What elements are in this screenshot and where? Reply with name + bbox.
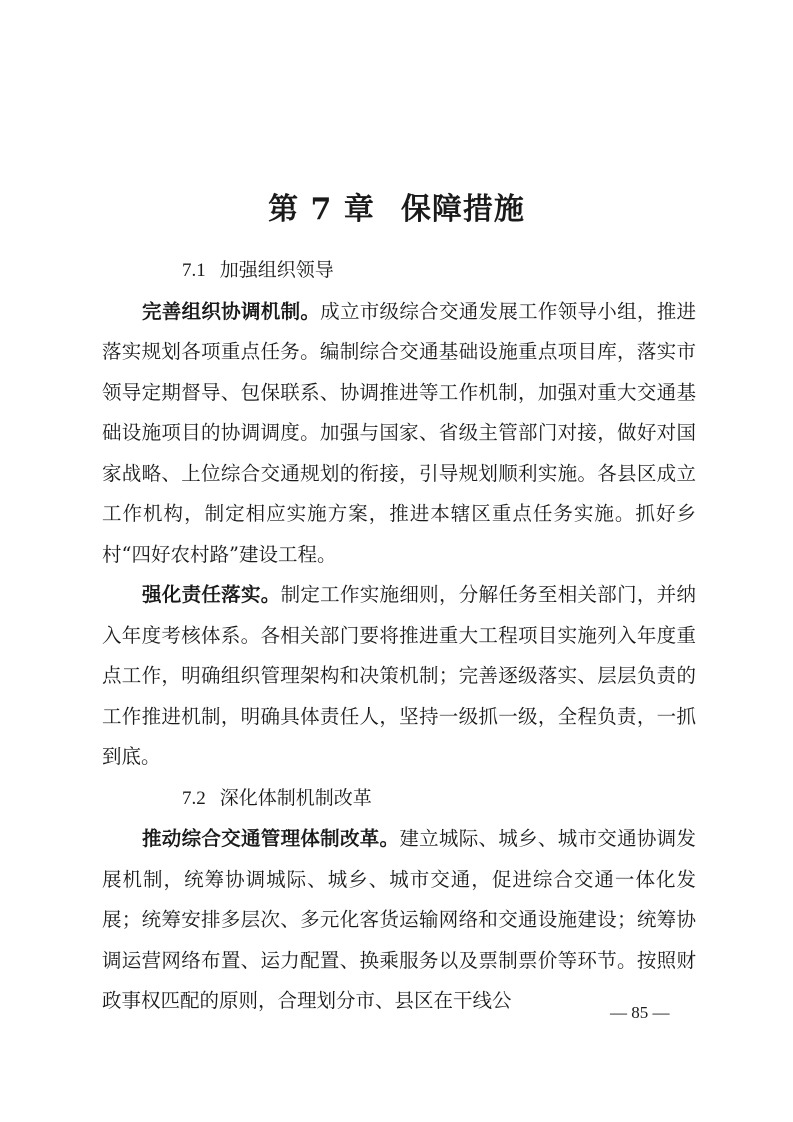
- paragraph-lead: 强化责任落实。: [142, 583, 281, 606]
- paragraph-body: 制定工作实施细则，分解任务至相关部门，并纳入年度考核体系。各相关部门要将推进重大工程项目实施列入年度重点工作，明确组织管理架构和决策机制；完善逐级落实、层层负责的工作推进机制，明确具体责任人，坚持一级抓一级，全程负责，一抓到底。: [102, 583, 696, 768]
- section-number: 7.1: [182, 260, 206, 281]
- chapter-number: 第 7 章: [268, 192, 375, 228]
- paragraph: [102, 292, 696, 576]
- paragraph-body: 成立市级综合交通发展工作领导小组，推进落实规划各项重点任务。编制综合交通基础设施重点项目库，落实市领导定期督导、包保联系、协调推进等工作机制，加强对重大交通基础设施项目的协调调度。加强与国家、省级主管部门对接，做好对国家战略、上位综合交通规划的衔接，引导规划顺利实施。各县区成立工作机构，制定相应实施方案，推进本辖区重点任务实施。抓好乡村“四好农村路”建设工程。: [102, 299, 696, 566]
- section-number: 7.2: [182, 787, 206, 809]
- section-heading-7-1: [102, 250, 696, 292]
- paragraph-lead: 完善组织协调机制。: [142, 299, 321, 323]
- paragraph: [102, 819, 696, 1022]
- paragraph-lead: 推动综合交通管理体制改革。: [142, 827, 400, 850]
- chapter-title: [0, 188, 793, 232]
- section-heading-7-2: [102, 778, 696, 820]
- section-title: 加强组织领导: [219, 259, 334, 281]
- page-number: — 85 —: [610, 1003, 670, 1022]
- paragraph: [102, 575, 696, 778]
- section-title: 深化体制机制改革: [219, 786, 372, 809]
- paragraph-body: 建立城际、城乡、城市交通协调发展机制，统筹协调城际、城乡、城市交通，促进综合交通一体化发展；统筹安排多层次、多元化客货运输网络和交通设施建设；统筹协调运营网络布置、运力配置、换乘服务以及票制票价等环节。按照财政事权匹配的原则，合理划分市、县区在干线公: [102, 827, 696, 1012]
- chapter-name: 保障措施: [400, 192, 525, 228]
- body-content: [102, 250, 696, 1022]
